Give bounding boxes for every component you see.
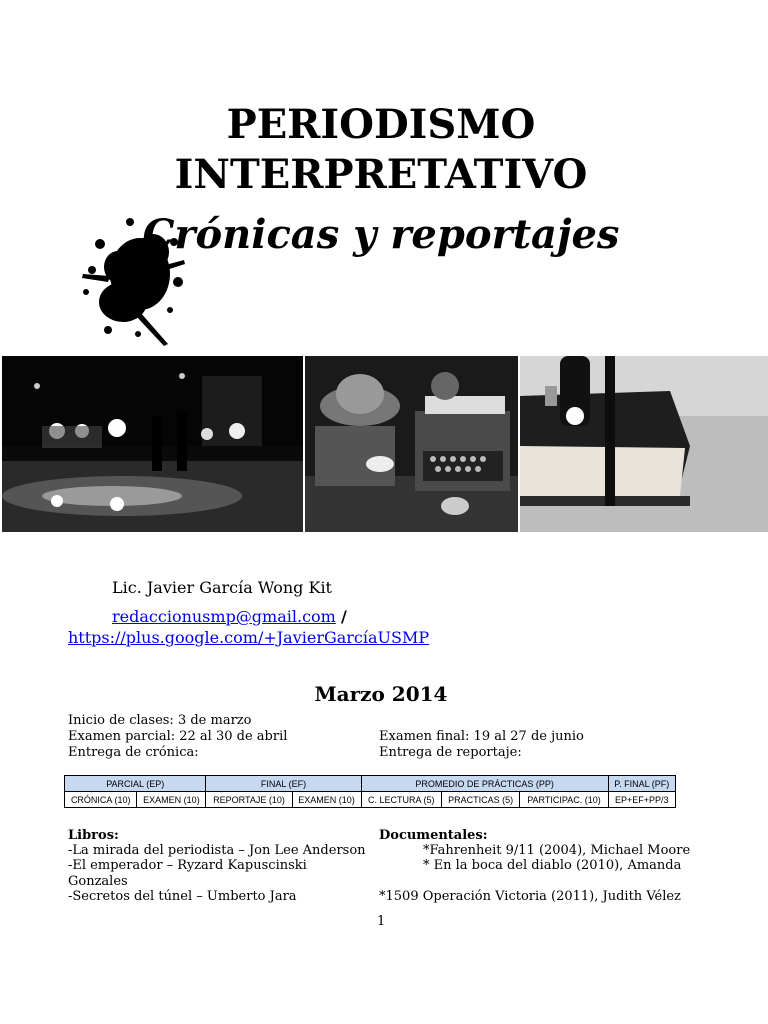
photo-typewriter (305, 356, 518, 532)
url-line (68, 628, 429, 648)
photo-night-street (2, 356, 303, 532)
subtitle: Crónicas y reportajes (142, 211, 620, 258)
header-final: FINAL (EF) (206, 776, 361, 792)
header-pfinal: P. FINAL (PF) (608, 776, 675, 792)
schedule-parcial: Examen parcial: 22 al 30 de abril (68, 729, 288, 744)
header-practicas: PROMEDIO DE PRÁCTICAS (PP) (361, 776, 608, 792)
email-link[interactable]: redaccionusmp@gmail.com (112, 607, 336, 626)
cell-examen-parcial: EXAMEN (10) (137, 792, 206, 808)
date-heading: Marzo 2014 (314, 682, 448, 706)
google-plus-link[interactable]: https://plus.google.com/+JavierGarcíaUSMP (68, 628, 430, 647)
cell-lectura: C. LECTURA (5) (361, 792, 441, 808)
cell-formula: EP+EF+PP/3 (608, 792, 675, 808)
schedule-final: Examen final: 19 al 27 de junio (379, 729, 584, 744)
schedule-reportaje: Entrega de reportaje: (379, 745, 522, 760)
documentales-heading: Documentales: (379, 828, 488, 843)
grades-header-row (65, 776, 676, 792)
cell-participacion: PARTICIPAC. (10) (520, 792, 608, 808)
libro-item: -El emperador – Ryzard Kapuscinski (68, 858, 307, 873)
title-line-1: PERIODISMO (226, 101, 536, 148)
cell-cronica: CRÓNICA (10) (65, 792, 137, 808)
cell-practicas: PRACTICAS (5) (441, 792, 520, 808)
photo-notebook-pen (520, 356, 768, 532)
documental-item: *1509 Operación Victoria (2011), Judith Vélez (379, 889, 681, 904)
cell-examen-final: EXAMEN (10) (292, 792, 361, 808)
schedule-cronica: Entrega de crónica: (68, 745, 199, 760)
title-line-2: INTERPRETATIVO (174, 151, 588, 198)
libro-item: -La mirada del periodista – Jon Lee Anderson (68, 843, 366, 858)
schedule-inicio: Inicio de clases: 3 de marzo (68, 713, 252, 728)
grades-values-row (65, 792, 676, 808)
header-parcial: PARCIAL (EP) (65, 776, 206, 792)
libro-item: Gonzales (68, 874, 128, 889)
page-number: 1 (377, 914, 386, 929)
cell-reportaje: REPORTAJE (10) (206, 792, 292, 808)
libro-item: -Secretos del túnel – Umberto Jara (68, 889, 297, 904)
libros-heading: Libros: (68, 828, 119, 843)
documental-item: * En la boca del diablo (2010), Amanda (423, 858, 682, 873)
documental-item: *Fahrenheit 9/11 (2004), Michael Moore (423, 843, 691, 858)
contact-separator: / (340, 607, 347, 626)
grades-table (64, 775, 676, 808)
author-name: Lic. Javier García Wong Kit (112, 578, 332, 597)
author-contact-line (112, 607, 347, 627)
